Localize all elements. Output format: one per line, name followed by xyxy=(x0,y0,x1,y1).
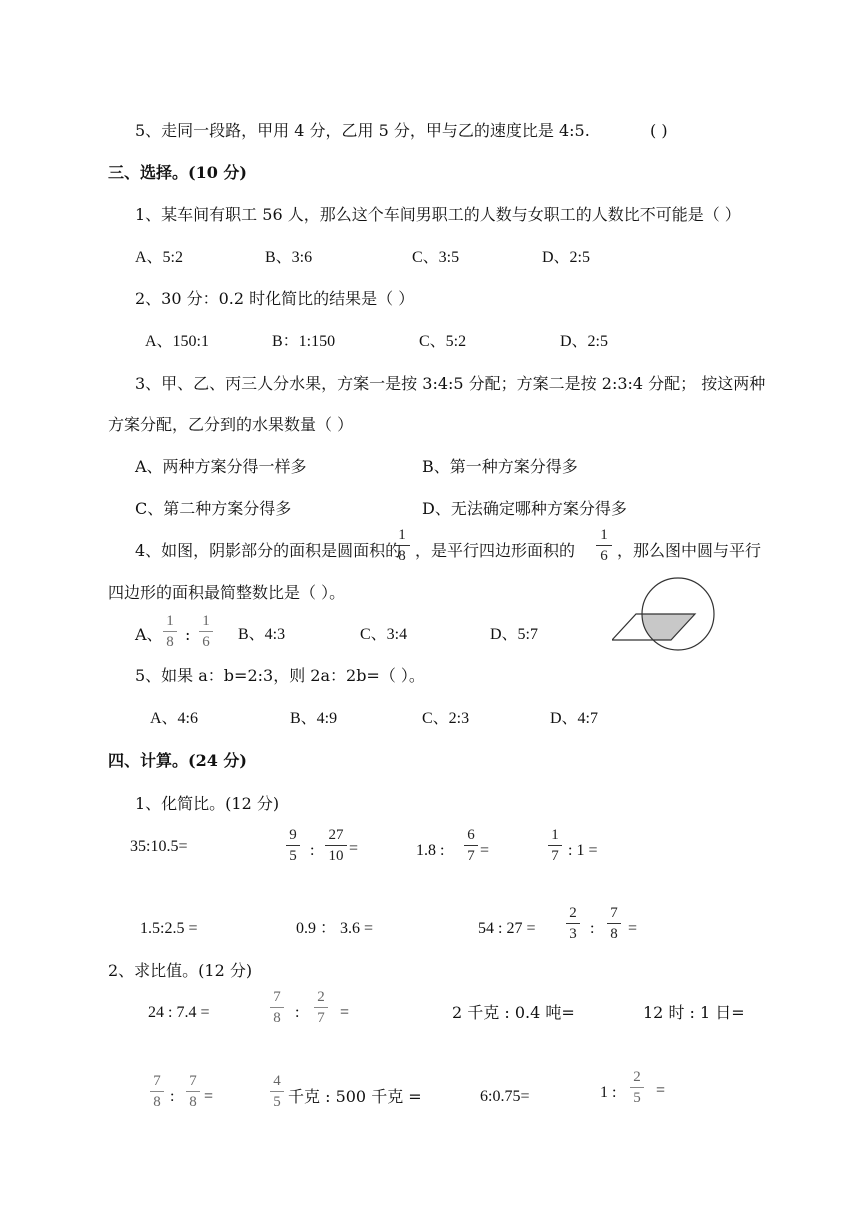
part-title-ratio-value: 2、求比值。(12 分) xyxy=(108,961,253,980)
option-b: B、4:3 xyxy=(238,626,286,643)
fraction: 27 10 xyxy=(325,826,347,865)
option-d: D、无法确定哪种方案分得多 xyxy=(422,499,627,518)
question-s3-4-part2: ，是平行四边形面积的 xyxy=(415,541,576,560)
option-c: C、3:5 xyxy=(412,249,460,266)
option-a-prefix: A、 xyxy=(135,625,163,644)
expression: 24 : 7.4 = xyxy=(148,1004,210,1021)
fraction: 1 7 xyxy=(548,826,562,865)
question-s3-2: 2、30 分：0.2 时化简比的结果是（ ） xyxy=(135,289,415,308)
fraction-one-eighth: 1 8 xyxy=(394,526,410,565)
answer-blank: ( ) xyxy=(650,121,668,140)
expression: 0.9 ： 3.6 = xyxy=(296,920,374,937)
option-d: D、5:7 xyxy=(490,626,539,643)
section-heading-choice: 三、选择。(10 分) xyxy=(108,163,247,182)
equals: = xyxy=(204,1088,214,1105)
equals: = xyxy=(480,842,490,859)
part-title-simplify: 1、化简比。(12 分) xyxy=(135,794,280,813)
fraction: 7 8 xyxy=(150,1072,164,1111)
fraction: 9 5 xyxy=(286,826,300,865)
ratio-colon: : xyxy=(170,1088,175,1105)
equals: = xyxy=(349,840,359,857)
ratio-colon: : xyxy=(310,842,315,859)
option-c: C、2:3 xyxy=(422,710,470,727)
fraction: 2 7 xyxy=(314,988,328,1027)
option-d: D、2:5 xyxy=(542,249,591,266)
equals: = xyxy=(656,1082,666,1099)
fraction: 4 5 xyxy=(270,1072,284,1111)
expression: 12 时 : 1 日= xyxy=(643,1003,745,1022)
expression: : 1 = xyxy=(568,842,598,859)
ratio-colon: : xyxy=(185,625,191,644)
expression: 2 千克 : 0.4 吨= xyxy=(452,1003,575,1022)
expression: 1.8 : xyxy=(416,842,445,859)
circle-parallelogram-figure xyxy=(612,574,722,652)
question-s3-3-line2: 方案分配，乙分到的水果数量（ ） xyxy=(108,415,354,434)
equals: = xyxy=(628,920,638,937)
option-c: C、第二种方案分得多 xyxy=(135,499,292,518)
ratio-colon: : xyxy=(590,920,595,937)
option-c: C、5:2 xyxy=(419,333,467,350)
question-s2-5: 5、走同一段路，甲用 4 分，乙用 5 分，甲与乙的速度比是 4:5. xyxy=(135,121,590,140)
option-b: B、3:6 xyxy=(265,249,313,266)
fraction: 7 8 xyxy=(607,904,621,943)
equals: = xyxy=(340,1004,350,1021)
option-b: B：1:150 xyxy=(272,333,336,350)
expression: 1.5:2.5 = xyxy=(140,920,198,937)
section-heading-calc: 四、计算。(24 分) xyxy=(108,751,247,770)
expression: 35:10.5= xyxy=(130,838,188,855)
question-s3-1: 1、某车间有职工 56 人，那么这个车间男职工的人数与女职工的人数比不可能是（ ） xyxy=(135,205,741,224)
option-a: A、两种方案分得一样多 xyxy=(135,457,307,476)
option-b: B、第一种方案分得多 xyxy=(422,457,578,476)
option-a: A、5:2 xyxy=(135,249,184,266)
fraction-one-sixth: 1 6 xyxy=(199,612,213,651)
fraction: 2 3 xyxy=(566,904,580,943)
fraction: 2 5 xyxy=(630,1068,644,1107)
question-s3-4-part1: 4、如图，阴影部分的面积是圆面积的 xyxy=(135,541,402,560)
expression: 千克 : 500 千克 = xyxy=(288,1087,422,1106)
option-a: A、150:1 xyxy=(145,333,210,350)
fraction-one-sixth: 1 6 xyxy=(596,526,612,565)
question-s3-5: 5、如果 a：b=2:3，则 2a：2b=（ ）。 xyxy=(135,666,425,685)
option-b: B、4:9 xyxy=(290,710,338,727)
expression: 6:0.75= xyxy=(480,1088,530,1105)
fraction: 7 8 xyxy=(186,1072,200,1111)
question-s3-4-line2: 四边形的面积最简整数比是（ ）。 xyxy=(108,583,346,602)
expression: 1 : xyxy=(600,1084,617,1101)
option-a: A、4:6 xyxy=(150,710,199,727)
ratio-colon: : xyxy=(295,1004,300,1021)
fraction: 7 8 xyxy=(270,988,284,1027)
option-d: D、4:7 xyxy=(550,710,599,727)
option-d: D、2:5 xyxy=(560,333,609,350)
fraction-one-eighth: 1 8 xyxy=(163,612,177,651)
expression: 54 : 27 = xyxy=(478,920,536,937)
fraction: 6 7 xyxy=(464,826,478,865)
question-s3-3-line1: 3、甲、乙、丙三人分水果，方案一是按 3:4:5 分配；方案二是按 2:3:4 分配； 按这两种 xyxy=(135,374,766,393)
option-c: C、3:4 xyxy=(360,626,408,643)
question-s3-4-part3: ，那么图中圆与平行 xyxy=(617,541,762,560)
